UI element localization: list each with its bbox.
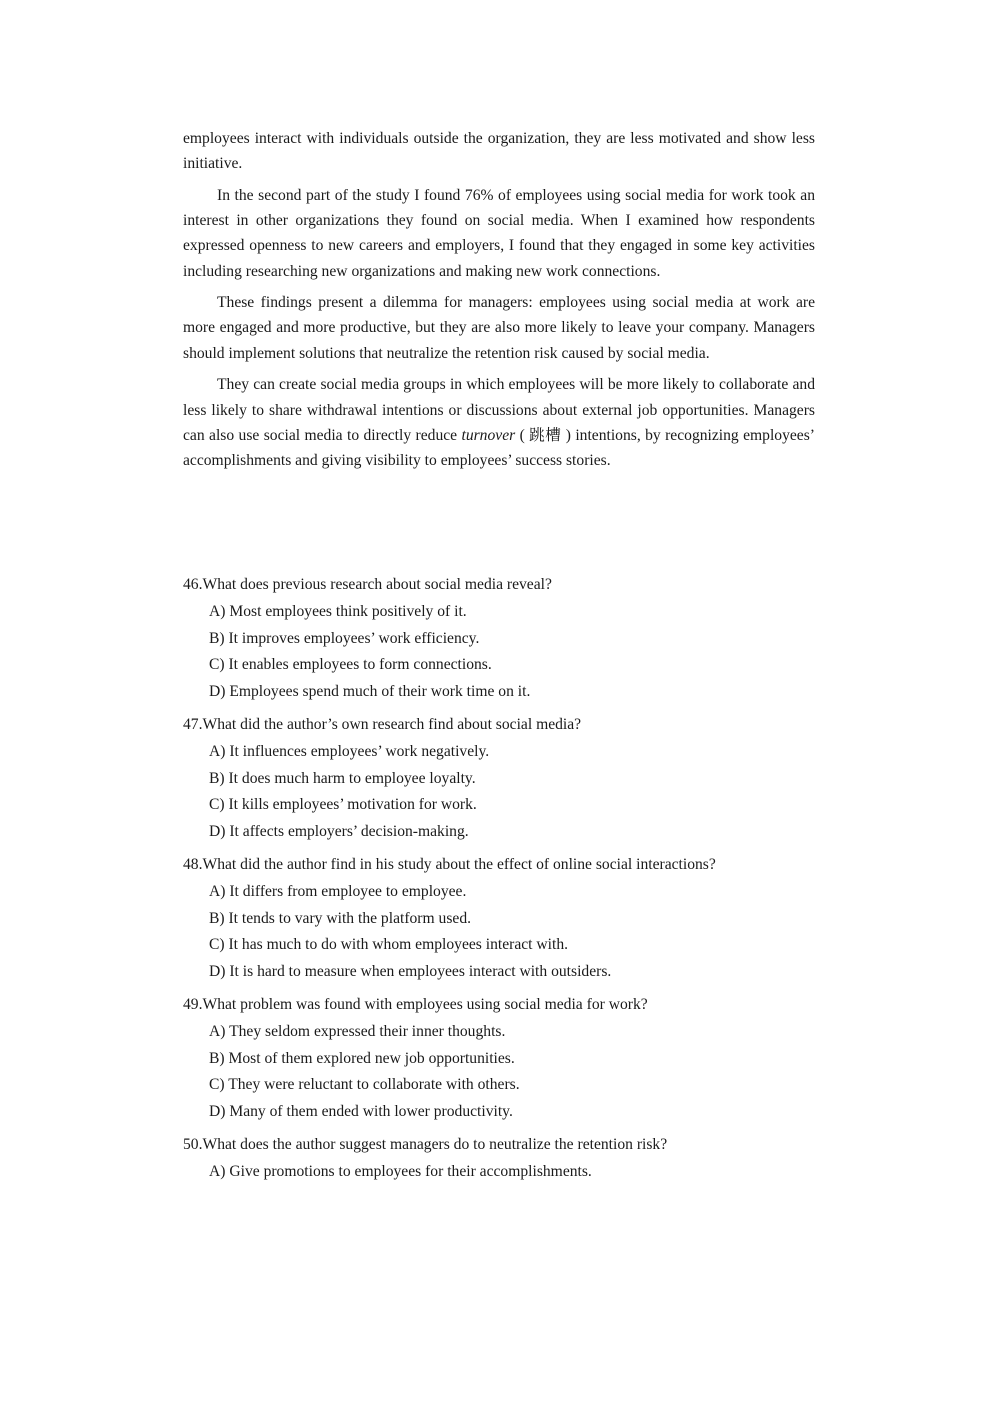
- question-48: [183, 852, 823, 986]
- passage-paragraph-2: In the second part of the study I found 76% of employees using social media for work took an interest in other organizations they found on social media. When I examined how respondents expressed openness to new careers and employers, I found that they engaged in some key activities including researching new organizations and making new work connections.: [183, 186, 815, 280]
- option-c: C) It enables employees to form connections.: [209, 656, 492, 674]
- option-a: A) It influences employees’ work negatively.: [209, 742, 490, 760]
- question-text: What did the author find in his study about the effect of online social interactions?: [202, 855, 716, 873]
- question-stem: [183, 852, 823, 879]
- option-a: A) It differs from employee to employee.: [209, 882, 467, 900]
- option-c: C) It kills employees’ motivation for work.: [209, 796, 477, 814]
- question-number: 47.: [183, 715, 203, 733]
- question-list: [183, 572, 823, 1192]
- option-d: D) Employees spend much of their work time on it.: [209, 683, 531, 701]
- reading-passage: [183, 126, 815, 480]
- paragraph-4-text-before: They can create social media groups in which employees will be more likely to collaborate and less likely to share withdrawal intentions or discussions about external job opportunities. Managers can also use social media to directly reduce: [183, 376, 815, 444]
- question-49: [183, 992, 823, 1126]
- question-stem: [183, 572, 823, 599]
- question-stem: [183, 1132, 823, 1159]
- option-c: C) They were reluctant to collaborate with others.: [209, 1076, 520, 1094]
- passage-paragraph-3: These findings present a dilemma for managers: employees using social media at work are more engaged and more productive, but they are also more likely to leave your company. Managers should implement solutions that neutralize the retention risk caused by social media.: [183, 294, 815, 362]
- option-d: D) Many of them ended with lower productivity.: [209, 1103, 513, 1121]
- option-d: D) It is hard to measure when employees interact with outsiders.: [209, 963, 612, 981]
- question-stem: [183, 992, 823, 1019]
- chinese-gloss: ( 跳槽 ): [515, 426, 576, 444]
- question-stem: [183, 712, 823, 739]
- question-number: 46.: [183, 576, 203, 593]
- option-a: A) Give promotions to employees for their accomplishments.: [209, 1162, 592, 1180]
- question-50: [183, 1132, 823, 1186]
- option-c: C) It has much to do with whom employees interact with.: [209, 936, 569, 954]
- question-text: What did the author’s own research find about social media?: [202, 715, 582, 733]
- option-b: B) Most of them explored new job opportunities.: [209, 1049, 515, 1067]
- question-number: 50.: [183, 1135, 203, 1153]
- option-b: B) It does much harm to employee loyalty.: [209, 769, 476, 787]
- question-number: 49.: [183, 995, 203, 1013]
- option-a: A) They seldom expressed their inner thoughts.: [209, 1022, 506, 1040]
- question-46: [183, 572, 823, 706]
- question-47: [183, 712, 823, 846]
- question-text: What does previous research about social media reveal?: [202, 576, 552, 593]
- question-text: What does the author suggest managers do to neutralize the retention risk?: [202, 1135, 668, 1153]
- passage-paragraph-4: [183, 372, 815, 473]
- question-number: 48.: [183, 855, 203, 873]
- option-b: B) It improves employees’ work efficiency.: [209, 629, 480, 647]
- passage-paragraph-1: employees interact with individuals outside the organization, they are less motivated and show less initiative.: [183, 130, 815, 173]
- option-a: A) Most employees think positively of it.: [209, 602, 467, 620]
- paragraph-4-text-after: intentions, by recognizing employees’ accomplishments and giving visibility to employees’ success stories.: [183, 426, 815, 469]
- question-text: What problem was found with employees using social media for work?: [202, 995, 648, 1013]
- option-d: D) It affects employers’ decision-making.: [209, 823, 469, 841]
- italic-term-turnover: turnover: [461, 426, 516, 444]
- option-b: B) It tends to vary with the platform used.: [209, 909, 472, 927]
